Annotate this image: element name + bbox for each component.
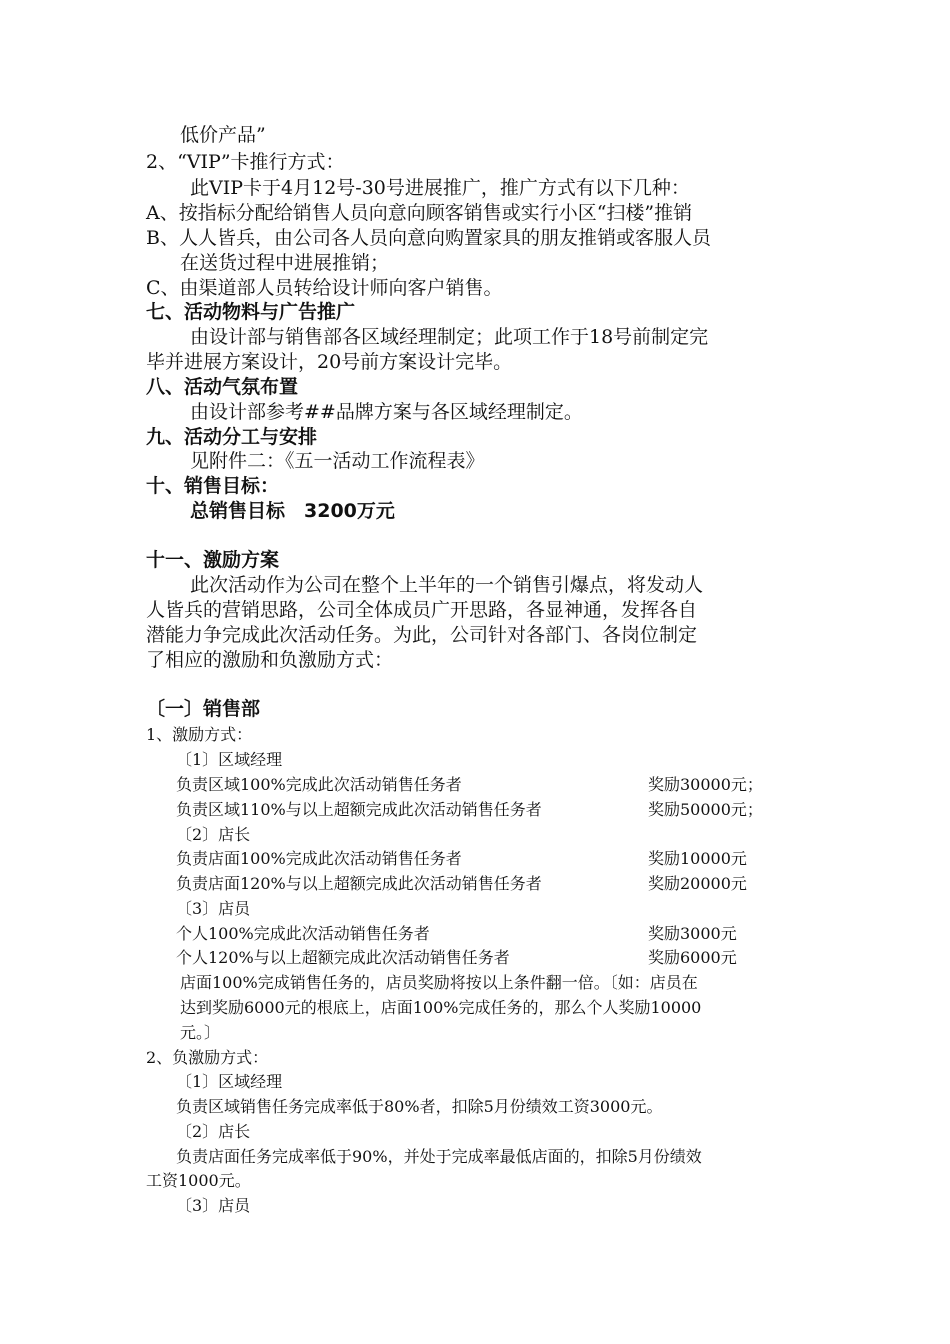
list-item: A、按指标分配给销售人员向意向顾客销售或实行小区“扫楼”推销 xyxy=(146,202,693,224)
reward-condition: 个人100%完成此次活动销售任务者 xyxy=(176,924,430,943)
section-heading: 十一、激励方案 xyxy=(146,549,280,571)
list-item: 〔1〕区域经理 xyxy=(176,1072,283,1091)
reward-amount: 奖励20000元 xyxy=(648,874,747,893)
reward-condition: 负责区域100%完成此次活动销售任务者 xyxy=(176,775,462,794)
list-item: C、由渠道部人员转给设计师向客户销售。 xyxy=(146,277,503,299)
paragraph-line: 毕并进展方案设计，20号前方案设计完毕。 xyxy=(146,351,513,373)
paragraph-line: 人皆兵的营销思路，公司全体成员广开思路，各显神通，发挥各自 xyxy=(146,599,698,621)
section-heading: 七、活动物料与广告推广 xyxy=(146,301,356,323)
sales-target: 总销售目标 3200万元 xyxy=(190,500,395,522)
reward-condition: 负责区域110%与以上超额完成此次活动销售任务者 xyxy=(176,800,542,819)
penalty-condition: 负责店面任务完成率低于90%，并处于完成率最低店面的，扣除5月份绩效 xyxy=(176,1147,702,1166)
section-heading: 九、活动分工与安排 xyxy=(146,426,318,448)
reward-amount: 奖励6000元 xyxy=(648,948,737,967)
reward-amount: 奖励30000元； xyxy=(648,775,763,794)
paragraph-line: 由设计部与销售部各区域经理制定；此项工作于18号前制定完 xyxy=(190,326,709,348)
paragraph-line: 潜能力争完成此次活动任务。为此，公司针对各部门、各岗位制定 xyxy=(146,624,698,646)
paragraph-line: 由设计部参考##品牌方案与各区域经理制定。 xyxy=(190,401,583,423)
list-item: 〔1〕区域经理 xyxy=(176,750,283,769)
reward-amount: 奖励10000元 xyxy=(648,849,747,868)
text-line: 低价产品” xyxy=(180,124,266,146)
list-item: 〔3〕店员 xyxy=(176,1196,251,1215)
paragraph-line: 达到奖励6000元的根底上，店面100%完成任务的，那么个人奖励10000 xyxy=(180,998,702,1017)
sub-heading: 〔一〕销售部 xyxy=(146,698,261,720)
paragraph-line: 店面100%完成销售任务的，店员奖励将按以上条件翻一倍。〔如：店员在 xyxy=(180,973,698,992)
paragraph-line: 元。〕 xyxy=(180,1023,221,1042)
list-item: 2、“VIP”卡推行方式： xyxy=(146,151,345,173)
list-item: B、人人皆兵，由公司各人员向意向购置家具的朋友推销或客服人员 xyxy=(146,227,711,249)
list-item: 〔2〕店长 xyxy=(176,825,251,844)
list-item: 〔3〕店员 xyxy=(176,899,251,918)
paragraph-line: 工资1000元。 xyxy=(146,1171,251,1190)
list-item: 1、激励方式： xyxy=(146,725,253,744)
paragraph-line: 此次活动作为公司在整个上半年的一个销售引爆点，将发动人 xyxy=(190,574,704,596)
reward-condition: 个人120%与以上超额完成此次活动销售任务者 xyxy=(176,948,510,967)
penalty-condition: 负责区域销售任务完成率低于80%者，扣除5月份绩效工资3000元。 xyxy=(176,1097,663,1116)
reward-condition: 负责店面120%与以上超额完成此次活动销售任务者 xyxy=(176,874,542,893)
paragraph-line: 见附件二：《五一活动工作流程表》 xyxy=(190,450,485,472)
paragraph-line: 此VIP卡于4月12号-30号进展推广，推广方式有以下几种： xyxy=(190,177,690,199)
section-heading: 八、活动气氛布置 xyxy=(146,376,299,398)
reward-amount: 奖励3000元 xyxy=(648,924,737,943)
paragraph-line: 了相应的激励和负激励方式： xyxy=(146,649,394,671)
reward-condition: 负责店面100%完成此次活动销售任务者 xyxy=(176,849,462,868)
paragraph-line: 在送货过程中进展推销； xyxy=(180,252,390,274)
list-item: 〔2〕店长 xyxy=(176,1122,251,1141)
section-heading: 十、销售目标： xyxy=(146,475,280,497)
list-item: 2、负激励方式： xyxy=(146,1048,269,1067)
reward-amount: 奖励50000元； xyxy=(648,800,763,819)
